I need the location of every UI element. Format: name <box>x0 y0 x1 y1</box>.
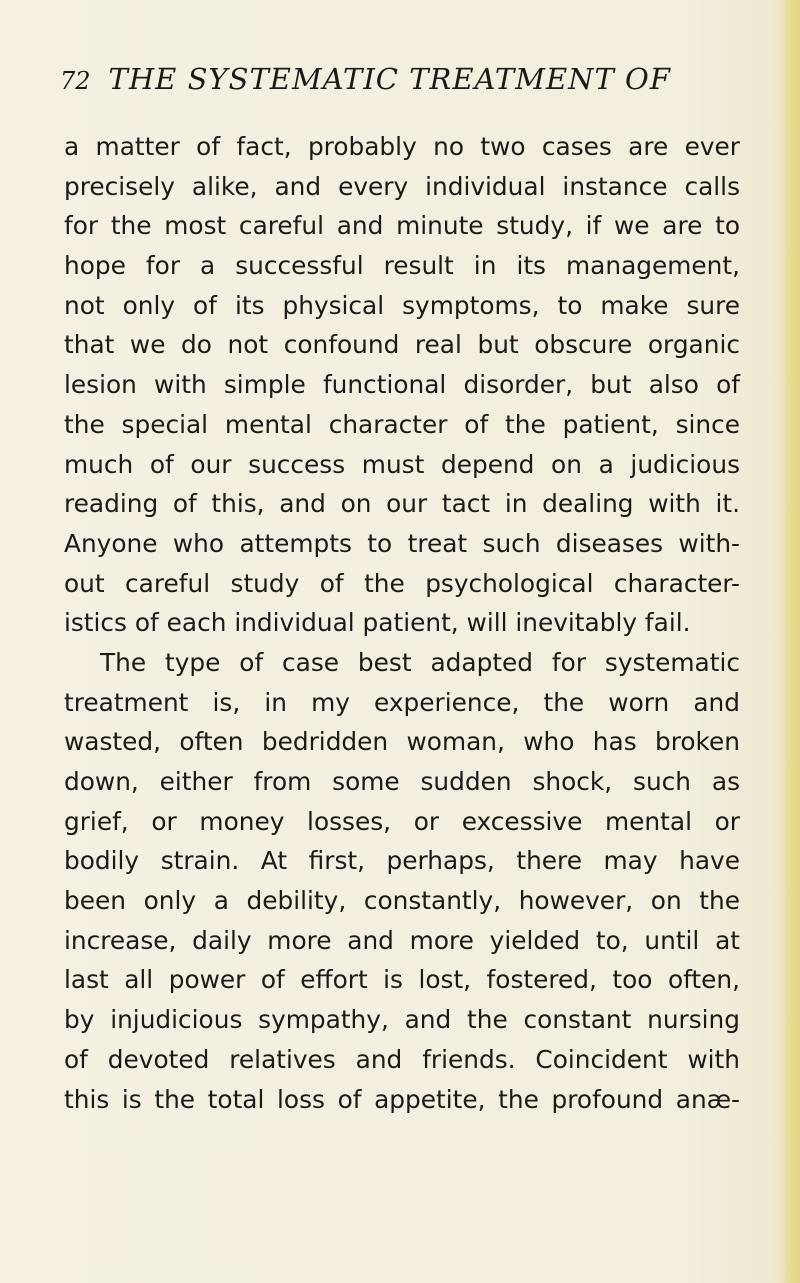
running-header <box>60 62 740 96</box>
text-line: grief, or money losses, or excessive mental or <box>64 806 740 836</box>
body-text <box>64 127 740 1119</box>
text-line: out careful study of the psychological character- <box>64 568 740 598</box>
text-line: increase, daily more and more yielded to, until at <box>64 925 740 955</box>
text-line: hope for a successful result in its management, <box>64 251 740 281</box>
page-number: 72 <box>60 67 91 95</box>
text-line: much of our success must depend on a judicious <box>64 449 740 479</box>
text-line: of devoted relatives and friends. Coincident with <box>64 1044 740 1074</box>
text-line: that we do not confound real but obscure organic <box>64 330 740 360</box>
text-line: precisely alike, and every individual instance calls <box>64 171 740 201</box>
text-line: Anyone who attempts to treat such diseases with- <box>64 528 740 558</box>
text-line: reading of this, and on our tact in dealing with it. <box>64 489 740 519</box>
running-title: THE SYSTEMATIC TREATMENT OF <box>108 62 671 96</box>
text-line: been only a debility, constantly, however, on the <box>64 886 740 916</box>
text-line: istics of each individual patient, will inevitably fail. <box>64 608 691 638</box>
text-line: wasted, often bedridden woman, who has broken <box>64 727 740 757</box>
paragraph-start-line: The type of case best adapted for systematic <box>100 647 740 677</box>
text-line: the special mental character of the patient, since <box>64 409 740 439</box>
text-line: by injudicious sympathy, and the constant nursing <box>64 1005 740 1035</box>
page-edge <box>778 0 800 1283</box>
text-line: for the most careful and minute study, if we are to <box>64 211 740 241</box>
text-line: bodily strain. At first, perhaps, there may have <box>64 846 740 876</box>
text-line: a matter of fact, probably no two cases are ever <box>64 132 740 161</box>
text-line: lesion with simple functional disorder, but also of <box>64 370 740 400</box>
text-line: last all power of effort is lost, fostered, too often, <box>64 965 740 995</box>
text-line: treatment is, in my experience, the worn and <box>64 687 740 717</box>
text-line: down, either from some sudden shock, such as <box>64 767 740 796</box>
text-line: not only of its physical symptoms, to make sure <box>64 290 740 320</box>
text-line: this is the total loss of appetite, the profound anæ- <box>64 1084 740 1114</box>
